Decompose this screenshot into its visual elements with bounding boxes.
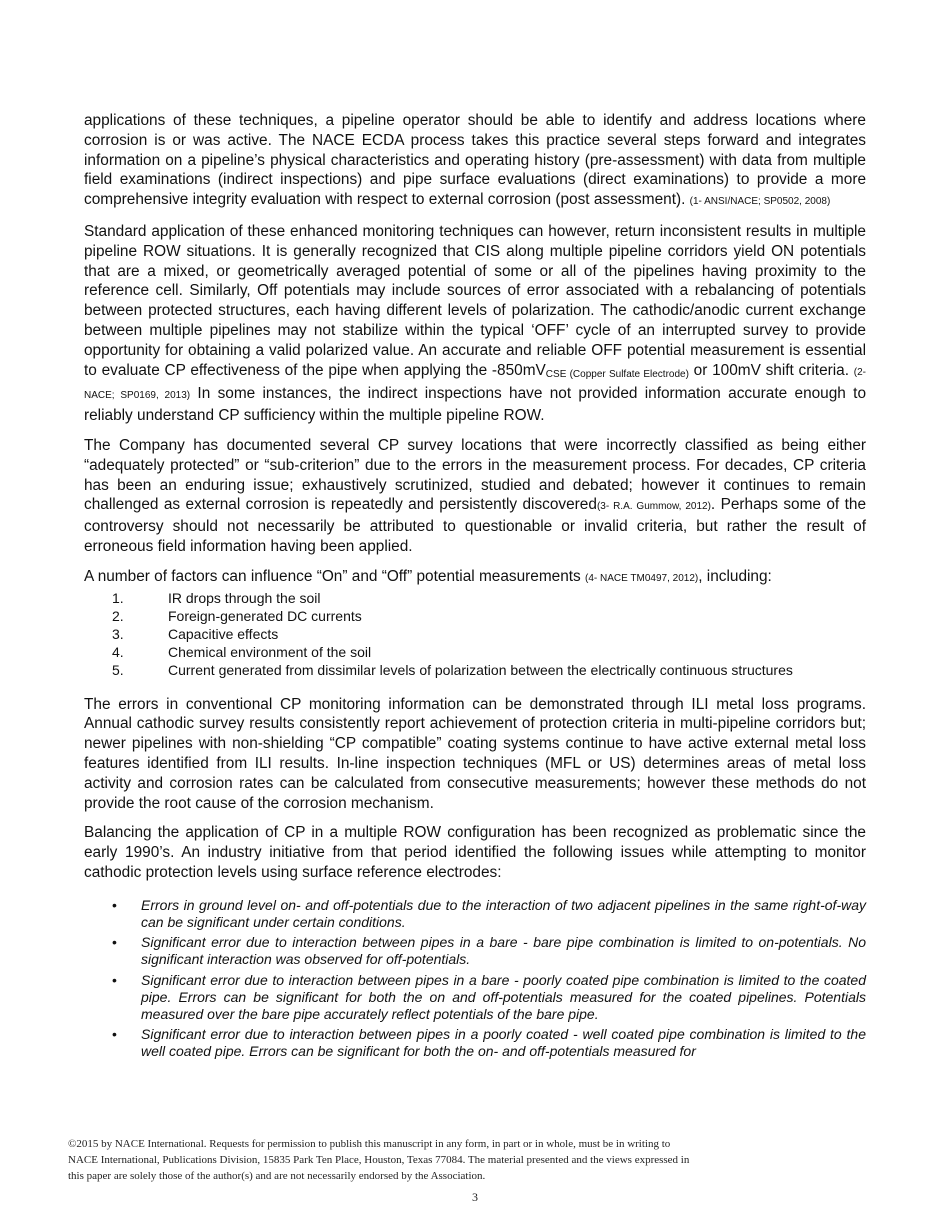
list-item bbox=[84, 607, 866, 625]
list-number: 1. bbox=[112, 589, 124, 606]
paragraph-standard-application bbox=[84, 222, 866, 426]
list-item bbox=[84, 972, 866, 1024]
body-text bbox=[84, 111, 866, 1064]
list-number: 4. bbox=[112, 643, 124, 660]
list-text: Capacitive effects bbox=[168, 625, 279, 642]
paragraph-company-documented bbox=[84, 436, 866, 557]
citation-ref: (1- ANSI/NACE; SP0502, 2008) bbox=[689, 196, 831, 208]
subscript-cse: CSE (Copper Sulfate Electrode) bbox=[545, 368, 689, 380]
bullet-text: Significant error due to interaction between pipes in a poorly coated - well coated pipe combination is limited to the well coated pipe. Errors can be significant for both the on- and off-potentials measured for bbox=[141, 1026, 866, 1060]
bullet-icon: • bbox=[112, 934, 117, 951]
paragraph-errors-conventional: The errors in conventional CP monitoring information can be demonstrated through ILI metal loss programs. Annual cathodic survey results consistently report achievement of protection criteria in multi-pipeline corridors but; newer pipelines with non-shielding “CP compatible” coating systems continue to have active external metal loss features identified from ILI results. In-line inspection techniques (MFL or US) determines areas of metal loss activity and corrosion rates can be calculated from consecutive measurements; however these methods do not provide the root cause of the corrosion mechanism. bbox=[84, 695, 866, 812]
list-number: 5. bbox=[112, 661, 124, 678]
paragraph-text: , including: bbox=[698, 567, 772, 585]
citation-ref: (3- R.A. Gummow, 2012) bbox=[596, 501, 711, 513]
bullet-icon: • bbox=[112, 896, 117, 913]
copyright-footer bbox=[68, 1136, 788, 1184]
footer-line: NACE International, Publications Division, 15835 Park Ten Place, Houston, Texas 77084. The material presented and the views expressed in bbox=[68, 1154, 690, 1166]
list-item bbox=[84, 897, 866, 931]
list-item bbox=[84, 643, 866, 661]
paragraph-text: In some instances, the indirect inspections have not provided information accurate enough to reliably understand CP sufficiency within the multiple pipeline ROW. bbox=[84, 385, 867, 425]
list-item bbox=[84, 661, 866, 679]
paragraph-text: or 100mV shift criteria. bbox=[688, 361, 850, 379]
bullet-text: Errors in ground level on- and off-potentials due to the interaction of two adjacent pipelines in the same right-of-way can be significant under certain conditions. bbox=[141, 896, 866, 930]
list-item bbox=[84, 934, 866, 968]
citation-ref: (2- NACE; SP0169, 2013) bbox=[84, 366, 866, 402]
bullet-icon: • bbox=[112, 1026, 117, 1043]
list-item bbox=[84, 625, 866, 643]
bullet-icon: • bbox=[112, 971, 117, 988]
footer-line: this paper are solely those of the author(s) and are not necessarily endorsed by the Association. bbox=[68, 1170, 486, 1182]
list-text: Chemical environment of the soil bbox=[168, 643, 372, 660]
paragraph-text: A number of factors can influence “On” and “Off” potential measurements bbox=[84, 567, 581, 585]
list-number: 2. bbox=[112, 607, 124, 624]
paragraph-factors-intro bbox=[84, 567, 866, 589]
citation-ref: (4- NACE TM0497, 2012) bbox=[585, 572, 699, 584]
list-text: Current generated from dissimilar levels of polarization between the electrically continuous structures bbox=[168, 661, 793, 678]
paragraph-text: applications of these techniques, a pipeline operator should be able to identify and address locations where corrosion is or was active. The NACE ECDA process takes this practice several steps forward and integrates information on a pipeline’s physical characteristics and operating history (pre-assessment) with data from multiple field examinations (indirect inspections) and pipe surface evaluations (direct examinations) to provide a more comprehensive integrity evaluation with respect to external corrosion (post assessment). bbox=[84, 112, 866, 209]
list-text: Foreign-generated DC currents bbox=[168, 607, 362, 624]
paragraph-text: The Company has documented several CP survey locations that were incorrectly classified as being either “adequately protected” or “sub-criterion” due to the errors in the measurement process. For decades, CP criteria has been an enduring issue; exhaustively scrutinized, studied and debated; however it continues to remain challenged as external corrosion is repeatedly and persistently discovered bbox=[84, 436, 866, 514]
bullet-text: Significant error due to interaction between pipes in a bare - poorly coated pipe combination is limited to the coated pipe. Errors can be significant for both the on and off-potentials measured for the coated pipelines. Potentials measured over the bare pipe accurately reflect potentials of the bare pipe. bbox=[141, 971, 866, 1022]
factors-list bbox=[84, 589, 866, 679]
list-item bbox=[84, 1026, 866, 1060]
list-item bbox=[84, 589, 866, 607]
paragraph-text: . Perhaps some of the controversy should not necessarily be attributed to questionable or invalid criteria, but rather the result of erroneous field information having been applied. bbox=[84, 496, 867, 555]
bullet-text: Significant error due to interaction between pipes in a bare - bare pipe combination is limited to on-potentials. No significant interaction was observed for off-potentials. bbox=[141, 934, 866, 968]
list-number: 3. bbox=[112, 625, 124, 642]
footer-line: ©2015 by NACE International. Requests for permission to publish this manuscript in any form, in part or in whole, must be in writing to bbox=[68, 1138, 671, 1150]
paragraph-balancing: Balancing the application of CP in a multiple ROW configuration has been recognized as problematic since the early 1990’s. An industry initiative from that period identified the following issues while attempting to monitor cathodic protection levels using surface reference electrodes: bbox=[84, 824, 866, 881]
list-text: IR drops through the soil bbox=[168, 589, 321, 606]
page-number: 3 bbox=[472, 1190, 478, 1204]
paragraph-text: Standard application of these enhanced monitoring techniques can however, return inconsistent results in multiple pipeline ROW situations. It is generally recognized that CIS along multiple pipeline corridors yield ON potentials that are a mixed, or geometrically averaged potential of some or all of the pipelines having proximity to the reference cell. Similarly, Off potentials may include sources of error associated with a rebalancing of potentials between protected structures, each having different levels of polarization. The cathodic/anodic current exchange between multiple pipelines may not stabilize within the typical ‘OFF’ cycle of an interrupted survey to provide opportunity for obtaining a valid polarized value. An accurate and reliable OFF potential measurement is essential to evaluate CP effectiveness of the pipe when applying the -850mV bbox=[84, 222, 866, 379]
paragraph-ecda bbox=[84, 111, 866, 212]
issues-bullet-list bbox=[84, 897, 866, 1061]
